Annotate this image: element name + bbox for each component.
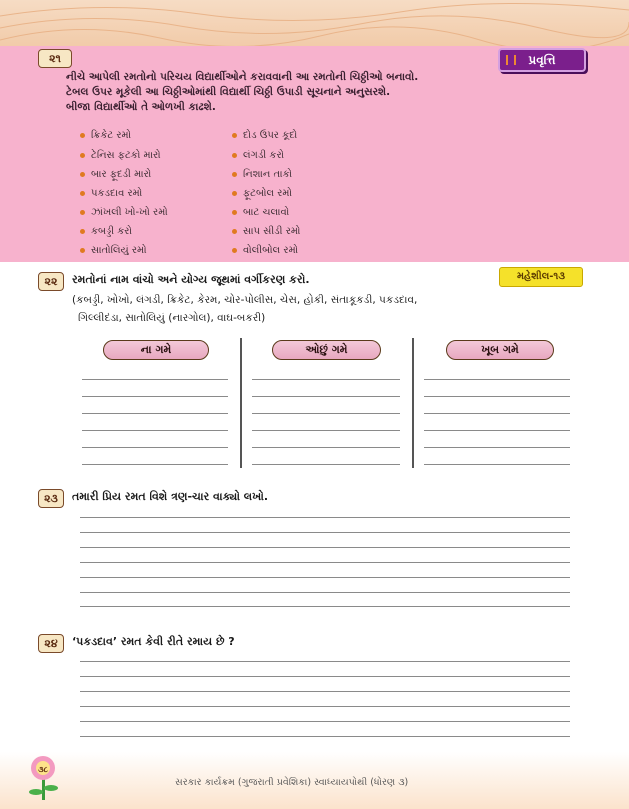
bullet-icon (232, 191, 237, 196)
answer-line[interactable] (82, 379, 228, 380)
top-decorative-band (0, 0, 629, 52)
left-item: ઝાંખલી ખો-ખો રમો (80, 207, 168, 218)
answer-line[interactable] (82, 447, 228, 448)
activity-number: ૨૧ (38, 49, 72, 68)
activity-intro (66, 70, 546, 115)
answer-line[interactable] (80, 676, 570, 677)
answer-line[interactable] (80, 691, 570, 692)
wave-pattern (0, 0, 629, 52)
column-header-like-less: ઓછું ગમે (272, 340, 381, 360)
bullet-icon (232, 133, 237, 138)
answer-line[interactable] (80, 592, 570, 593)
right-item: સાપ સીડી રમો (232, 226, 300, 237)
left-item: કબડ્ડી કરો (80, 226, 132, 237)
bullet-icon (232, 210, 237, 215)
activity-label: પ્રવૃત્તિ (528, 53, 556, 67)
column-header-dislike: ના ગમે (103, 340, 209, 360)
answer-line[interactable] (252, 447, 400, 448)
intro-line: બીજા વિદ્યાર્થીઓ તે ઓળખી કાઢશે. (66, 101, 216, 113)
options-line: ગિલ્લીદંડા, સાતોલિયું (નારગોલ), વાઘ-બકરી) (78, 312, 266, 324)
answer-line[interactable] (80, 661, 570, 662)
right-item: બાટ ચલાવો (232, 207, 289, 218)
answer-line[interactable] (252, 379, 400, 380)
answer-line[interactable] (424, 447, 570, 448)
left-item: ટેનિસ ફટકો મારો (80, 150, 161, 161)
right-item: વોલીબોલ રમો (232, 245, 298, 256)
bullet-icon (80, 248, 85, 253)
question-text: તમારી પ્રિય રમત વિશે ત્રણ-ચાર વાક્યો લખો. (72, 490, 269, 503)
answer-line[interactable] (80, 547, 570, 548)
left-item: સાતોલિયું રમો (80, 245, 147, 256)
bullet-icon (232, 153, 237, 158)
answer-line[interactable] (252, 464, 400, 465)
bullet-icon (232, 172, 237, 177)
question-number: ૨૪ (38, 634, 64, 653)
answer-line[interactable] (82, 464, 228, 465)
bullet-icon (80, 172, 85, 177)
answer-line[interactable] (80, 517, 570, 518)
left-item: પકડદાવ રમો (80, 188, 142, 199)
answer-line[interactable] (424, 464, 570, 465)
question-number: ૨૨ (38, 272, 64, 291)
question-text: ‘પકડદાવ’ રમત કેવી રીતે રમાય છે ? (72, 635, 235, 648)
options-line: (કબડ્ડી, ખોખો, લંગડી, ક્રિકેટ, કેરમ, ચોર-પોલીસ, ચેસ, હોકી, સંતાકૂકડી, પકડદાવ, (72, 294, 418, 306)
answer-line[interactable] (80, 562, 570, 563)
left-item: બાર ફૂદડી મારો (80, 169, 151, 180)
left-item: ક્રિકેટ રમો (80, 130, 131, 141)
answer-line[interactable] (424, 396, 570, 397)
answer-line[interactable] (252, 396, 400, 397)
bullet-icon (80, 191, 85, 196)
bullet-icon (80, 153, 85, 158)
answer-line[interactable] (252, 413, 400, 414)
intro-line: ટેબલ ઉપર મૂકેલી આ ચિઠ્ઠીઓમાંથી વિદ્યાર્થી ચિઠ્ઠી ઉપાડી સૂચનાને અનુસરશે. (66, 86, 391, 98)
right-item: નિશાન તાકો (232, 169, 292, 180)
answer-line[interactable] (80, 532, 570, 533)
answer-line[interactable] (82, 430, 228, 431)
answer-line[interactable] (80, 606, 570, 607)
right-item: ફૂટબોલ રમો (232, 188, 292, 199)
right-item: દોડ ઉપર કૂદો (232, 130, 297, 141)
right-item: લંગડી કરો (232, 150, 284, 161)
question-number: ૨૩ (38, 489, 64, 508)
intro-line: નીચે આપેલી રમતોનો પરિચય વિદ્યાર્થીઓને કરાવવાની આ રમતોની ચિઠ્ઠીઓ બનાવો. (66, 71, 419, 83)
flower-mascot-icon (24, 752, 64, 802)
answer-line[interactable] (80, 721, 570, 722)
answer-line[interactable] (82, 396, 228, 397)
question-text: રમતોનાં નામ વાંચો અને યોગ્ય જૂથમાં વર્ગીકરણ કરો. (72, 273, 310, 286)
column-header-like-most: ખૂબ ગમે (446, 340, 554, 360)
answer-line[interactable] (80, 736, 570, 737)
bullet-icon (80, 210, 85, 215)
bullet-icon (232, 229, 237, 234)
answer-line[interactable] (252, 430, 400, 431)
activity-label-badge (498, 48, 586, 72)
answer-line[interactable] (80, 706, 570, 707)
column-divider (240, 338, 242, 468)
bars-icon (506, 55, 516, 65)
answer-line[interactable] (80, 577, 570, 578)
page-number: ૩૮ (38, 765, 48, 774)
column-divider (412, 338, 414, 468)
footer-text: સરકાર કાર્યક્રમ (ગુજરાતી પ્રવેશિકા) સ્વાધ્યાયપોથી (ધોરણ ૩) (175, 777, 409, 788)
bullet-icon (80, 133, 85, 138)
reference-badge: મહેશીલ-૧૩ (499, 267, 583, 287)
answer-line[interactable] (424, 413, 570, 414)
bullet-icon (80, 229, 85, 234)
bullet-icon (232, 248, 237, 253)
answer-line[interactable] (424, 430, 570, 431)
answer-line[interactable] (424, 379, 570, 380)
answer-line[interactable] (82, 413, 228, 414)
